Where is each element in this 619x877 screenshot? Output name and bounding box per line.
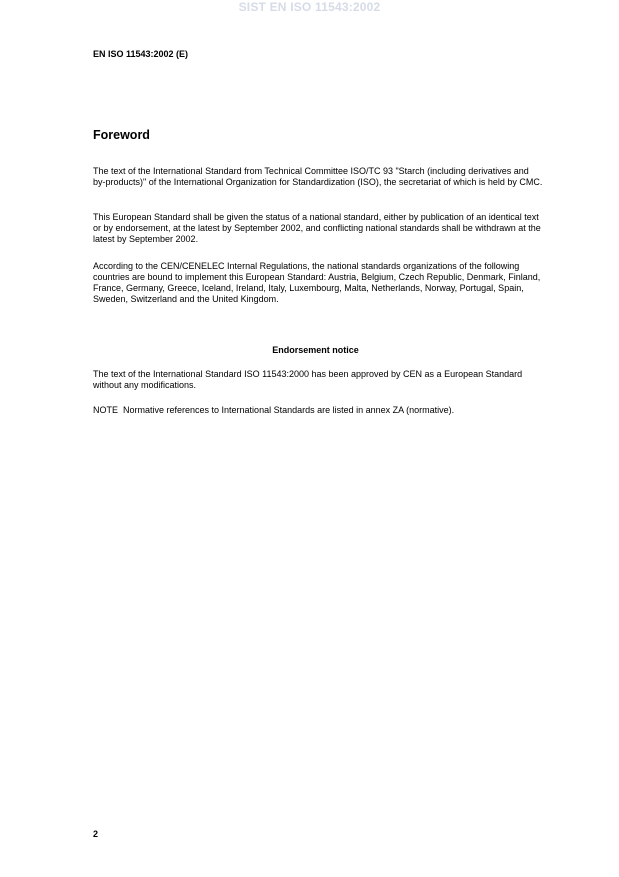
foreword-paragraph: The text of the International Standard from Technical Committee ISO/TC 93 "Starch (including derivatives and by-products)" of the International Organization for Standardization (ISO), the secretariat of which is held by CMC. [93, 166, 543, 187]
foreword-heading: Foreword [93, 128, 150, 142]
endorsement-paragraph: The text of the International Standard ISO 11543:2000 has been approved by CEN as a European Standard without any modifications. [93, 369, 523, 390]
foreword-paragraph: According to the CEN/CENELEC Internal Regulations, the national standards organizations of the following countries are bound to implement this European Standard: Austria, Belgium, Czech Republic, Denmark, Finland, France, Germany, Greece, Iceland, Ireland, Italy, Luxembourg, Malta, Netherlands, Norway, Portugal, Spain, Sweden, Switzerland and the United Kingdom. [93, 261, 541, 304]
foreword-paragraph: This European Standard shall be given the status of a national standard, either by publication of an identical text or by endorsement, at the latest by September 2002, and conflicting national standards shall be withdrawn at the latest by September 2002. [93, 212, 541, 244]
page-number: 2 [93, 829, 99, 839]
endorsement-heading: Endorsement notice [272, 345, 359, 355]
endorsement-note: NOTE Normative references to International Standards are listed in annex ZA (normative). [93, 405, 455, 415]
document-id-header: EN ISO 11543:2002 (E) [93, 49, 189, 59]
watermark: SIST EN ISO 11543:2002 [238, 0, 381, 14]
